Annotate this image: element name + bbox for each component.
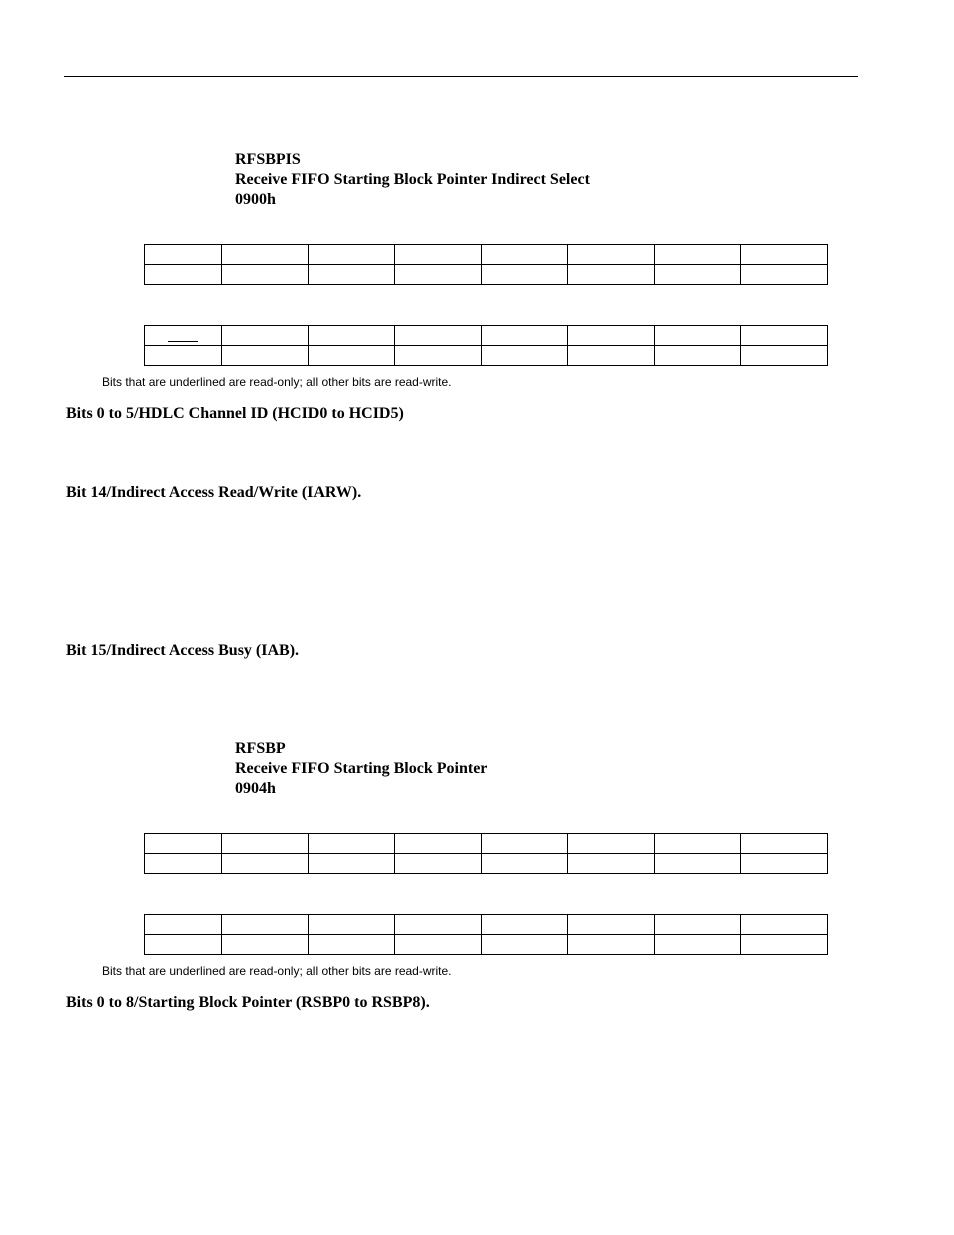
bit-cell — [222, 834, 309, 854]
bit-cell — [481, 346, 568, 366]
bit-cell — [568, 834, 655, 854]
bit-cell — [222, 245, 309, 265]
register-table-rfsbp-low-byte — [144, 833, 828, 874]
bit-cell — [481, 854, 568, 874]
read-only-note: Bits that are underlined are read-only; all other bits are read-write. — [102, 964, 452, 978]
bit-description-heading: Bit 14/Indirect Access Read/Write (IARW). — [66, 484, 362, 501]
bit-cell — [308, 245, 395, 265]
register-address: 0900h — [235, 191, 276, 208]
bit-cell — [222, 265, 309, 285]
bit-cell — [145, 935, 222, 955]
bit-cell — [741, 915, 828, 935]
table-row-bit-names — [145, 326, 828, 346]
table-row-bit-defaults — [145, 346, 828, 366]
bit-cell — [145, 915, 222, 935]
bit-cell — [145, 265, 222, 285]
bit-cell — [222, 935, 309, 955]
bit-cell — [568, 915, 655, 935]
bit-cell-underlined — [145, 326, 222, 346]
bit-description-heading: Bits 0 to 8/Starting Block Pointer (RSBP0 to RSBP8). — [66, 994, 430, 1011]
bit-cell — [741, 854, 828, 874]
bit-cell — [481, 935, 568, 955]
bit-cell — [481, 326, 568, 346]
read-only-note: Bits that are underlined are read-only; all other bits are read-write. — [102, 375, 452, 389]
bit-description-heading: Bit 15/Indirect Access Busy (IAB). — [66, 642, 300, 659]
bit-cell — [308, 915, 395, 935]
bit-cell — [395, 935, 482, 955]
bit-cell — [654, 265, 741, 285]
table-row-bit-defaults — [145, 854, 828, 874]
bit-cell — [145, 854, 222, 874]
page-top-rule — [64, 76, 858, 77]
bit-cell — [481, 265, 568, 285]
bit-cell — [568, 854, 655, 874]
bit-cell — [222, 915, 309, 935]
bit-cell — [395, 326, 482, 346]
bit-cell — [568, 935, 655, 955]
register-name: RFSBPIS — [235, 151, 301, 168]
bit-cell — [568, 265, 655, 285]
bit-cell — [395, 265, 482, 285]
bit-cell — [741, 834, 828, 854]
bit-cell — [395, 854, 482, 874]
bit-cell — [308, 935, 395, 955]
bit-cell — [481, 245, 568, 265]
bit-cell — [222, 346, 309, 366]
bit-cell — [395, 915, 482, 935]
table-row-bit-names — [145, 834, 828, 854]
bit-cell — [568, 245, 655, 265]
bit-cell — [654, 346, 741, 366]
bit-cell — [145, 346, 222, 366]
bit-cell — [741, 346, 828, 366]
register-description: Receive FIFO Starting Block Pointer Indirect Select — [235, 171, 590, 188]
register-description: Receive FIFO Starting Block Pointer — [235, 760, 488, 777]
bit-cell — [741, 935, 828, 955]
register-table-rfsbpis-low-byte — [144, 244, 828, 285]
table-row-bit-defaults — [145, 935, 828, 955]
bit-cell — [741, 245, 828, 265]
bit-cell — [222, 326, 309, 346]
bit-cell — [222, 854, 309, 874]
register-name: RFSBP — [235, 740, 286, 757]
bit-cell — [741, 265, 828, 285]
bit-cell — [568, 326, 655, 346]
read-only-underline — [168, 341, 198, 342]
bit-cell — [481, 834, 568, 854]
bit-cell — [145, 834, 222, 854]
bit-cell — [654, 245, 741, 265]
bit-cell — [395, 346, 482, 366]
bit-cell — [741, 326, 828, 346]
bit-cell — [654, 915, 741, 935]
register-table-rfsbpis-high-byte — [144, 325, 828, 366]
bit-cell — [308, 834, 395, 854]
bit-cell — [654, 935, 741, 955]
bit-cell — [568, 346, 655, 366]
register-header-rfsbp — [235, 739, 487, 799]
bit-cell — [308, 326, 395, 346]
bit-cell — [481, 915, 568, 935]
bit-cell — [308, 346, 395, 366]
bit-description-heading: Bits 0 to 5/HDLC Channel ID (HCID0 to HCID5) — [66, 405, 404, 422]
bit-cell — [654, 326, 741, 346]
bit-cell — [308, 854, 395, 874]
bit-cell — [308, 265, 395, 285]
table-row-bit-names — [145, 915, 828, 935]
bit-cell — [654, 854, 741, 874]
register-table-rfsbp-high-byte — [144, 914, 828, 955]
bit-cell — [145, 245, 222, 265]
register-header-rfsbpis — [235, 150, 590, 210]
bit-cell — [395, 834, 482, 854]
table-row-bit-names — [145, 245, 828, 265]
bit-cell — [395, 245, 482, 265]
table-row-bit-defaults — [145, 265, 828, 285]
register-address: 0904h — [235, 780, 276, 797]
bit-cell — [654, 834, 741, 854]
